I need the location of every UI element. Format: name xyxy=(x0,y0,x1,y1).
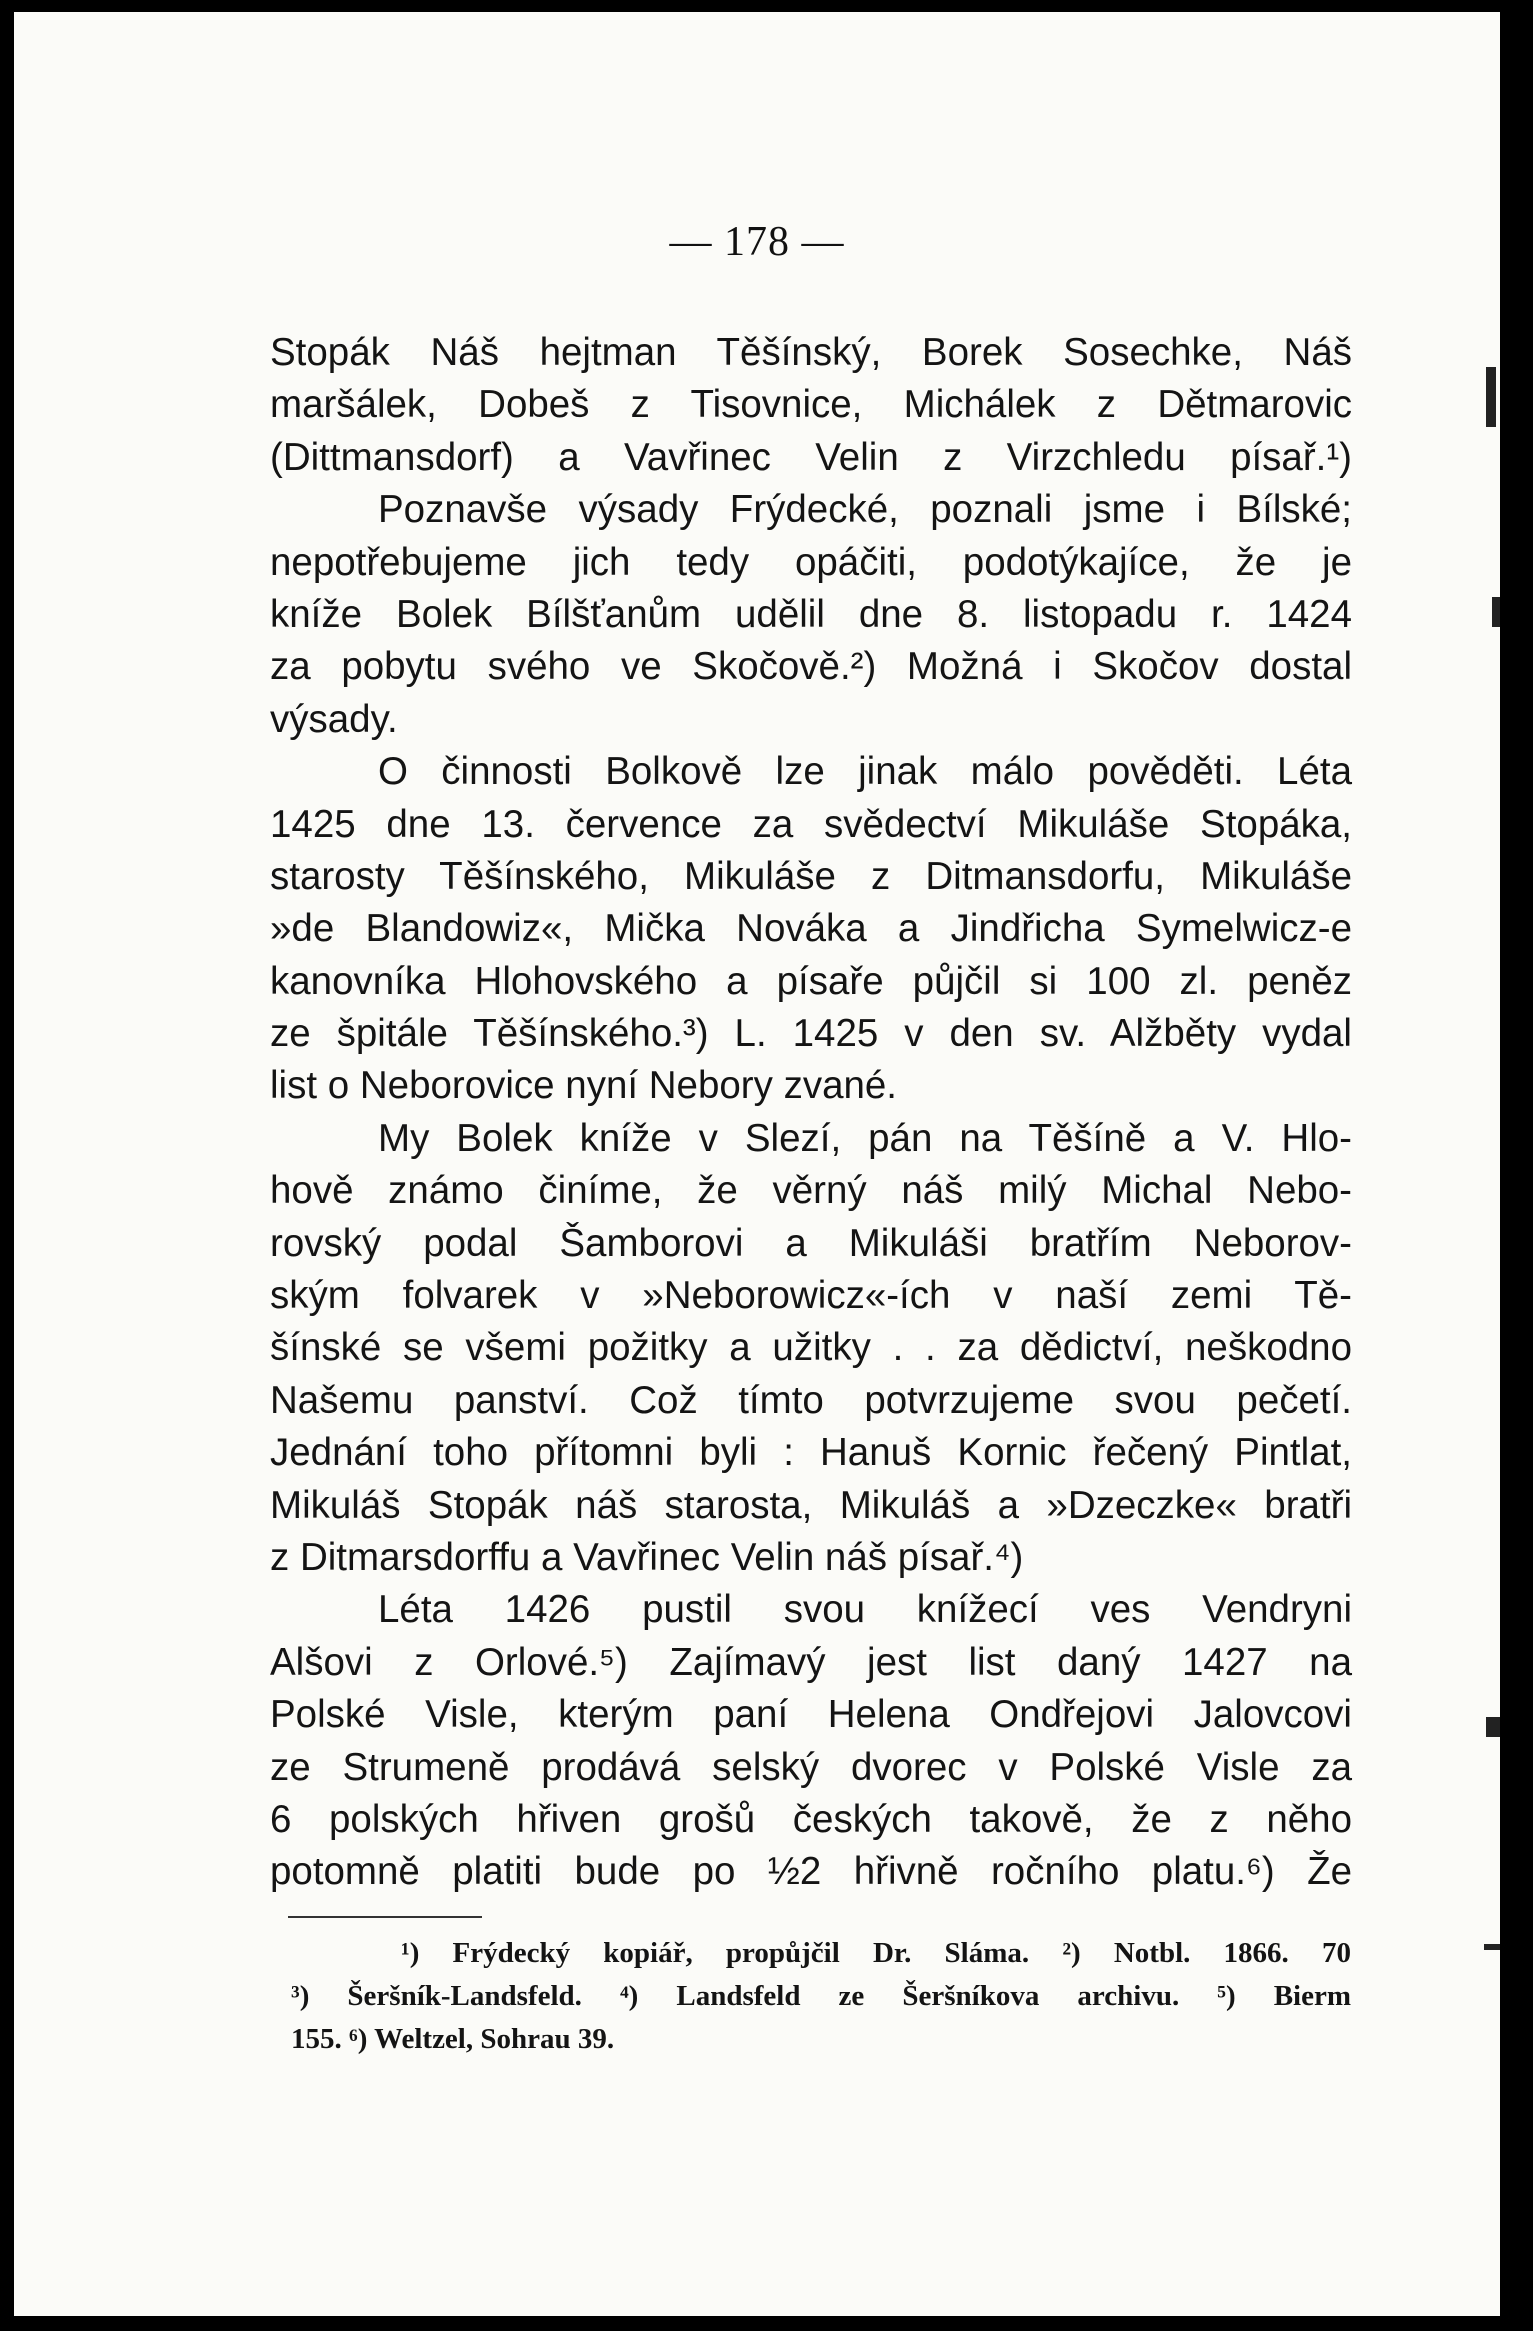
text-line: ze Strumeně prodává selský dvorec v Polské Visle za xyxy=(270,1745,1352,1789)
text-line: starosty Těšínského, Mikuláše z Ditmansdorfu, Mikuláše xyxy=(270,854,1352,898)
text-line: ským folvarek v »Neborowicz«-ích v naší zemi Tě- xyxy=(270,1274,1352,1318)
text-line: ze špitále Těšínského.³) L. 1425 v den sv. Alžběty vydal xyxy=(270,1012,1352,1056)
footnotes xyxy=(291,1932,1351,2061)
text-line: My Bolek kníže v Slezí, pán na Těšíně a V. Hlo- xyxy=(378,1116,1352,1160)
text-line: hově známo činíme, že věrný náš milý Michal Nebo- xyxy=(270,1169,1352,1213)
text-line: 1425 dne 13. července za svědectví Mikuláše Stopáka, xyxy=(270,802,1352,846)
footnote-line: ¹) Frýdecký kopiář, propůjčil Dr. Sláma. ²) Notbl. 1866. 70 xyxy=(401,1937,1351,1969)
text-line: z Ditmarsdorffu a Vavřinec Velin náš písař.⁴) xyxy=(270,1535,1024,1579)
footnote-line: ³) Šeršník-Landsfeld. ⁴) Landsfeld ze Šeršníkova archivu. ⁵) Bierm xyxy=(291,1980,1351,2012)
text-line: výsady. xyxy=(270,697,398,741)
scan-edge-mark xyxy=(1486,1717,1500,1737)
text-line: Poznavše výsady Frýdecké, poznali jsme i Bílské; xyxy=(378,488,1352,532)
text-line: Stopák Náš hejtman Těšínský, Borek Sosechke, Náš xyxy=(270,331,1352,374)
document-page xyxy=(14,12,1500,2316)
text-line: kanovníka Hlohovského a písaře půjčil si 100 zl. peněz xyxy=(270,959,1352,1003)
text-line: potomně platiti bude po ½2 hřivně ročního platu.⁶) Že xyxy=(270,1850,1352,1894)
footnote-divider xyxy=(288,1916,482,1918)
scan-edge-mark xyxy=(1492,597,1500,627)
scan-edge-mark xyxy=(1484,1944,1500,1950)
text-line: Mikuláš Stopák náš starosta, Mikuláš a »Dzeczke« bratři xyxy=(270,1483,1352,1527)
text-line: šínské se všemi požitky a užitky . . za dědictví, neškodno xyxy=(270,1326,1352,1370)
text-line: maršálek, Dobeš z Tisovnice, Michálek z Dětmarovic xyxy=(270,383,1352,427)
text-line: (Dittmansdorf) a Vavřinec Velin z Virzchledu písař.¹) xyxy=(270,435,1352,479)
page-number: — 178 — xyxy=(669,219,845,265)
text-line: Jednání toho přítomni byli : Hanuš Kornic řečený Pintlat, xyxy=(270,1431,1352,1475)
text-line: Našemu panství. Což tímto potvrzujeme svou pečetí. xyxy=(270,1378,1352,1422)
text-line: list o Neborovice nyní Nebory zvané. xyxy=(270,1064,897,1108)
scan-edge-mark xyxy=(1486,367,1496,427)
text-line: O činnosti Bolkově lze jinak málo pověděti. Léta xyxy=(378,750,1352,794)
body-text xyxy=(270,327,1352,1899)
text-line: »de Blandowiz«, Mička Nováka a Jindřicha Symelwicz-e xyxy=(270,907,1352,951)
text-line: rovský podal Šamborovi a Mikuláši bratřím Neborov- xyxy=(270,1221,1352,1265)
text-line: 6 polských hřiven grošů českých takově, že z něho xyxy=(270,1797,1352,1841)
footnote-line: 155. ⁶) Weltzel, Sohrau 39. xyxy=(291,2023,615,2055)
text-line: kníže Bolek Bílšťanům udělil dne 8. listopadu r. 1424 xyxy=(270,592,1352,636)
text-line: za pobytu svého ve Skočově.²) Možná i Skočov dostal xyxy=(270,645,1352,689)
text-line: Léta 1426 pustil svou knížecí ves Vendryni xyxy=(378,1588,1352,1632)
text-line: Alšovi z Orlové.⁵) Zajímavý jest list daný 1427 na xyxy=(270,1640,1352,1684)
text-line: Polské Visle, kterým paní Helena Ondřejovi Jalovcovi xyxy=(270,1693,1352,1737)
text-line: nepotřebujeme jich tedy opáčiti, podotýkajíce, že je xyxy=(270,540,1352,584)
